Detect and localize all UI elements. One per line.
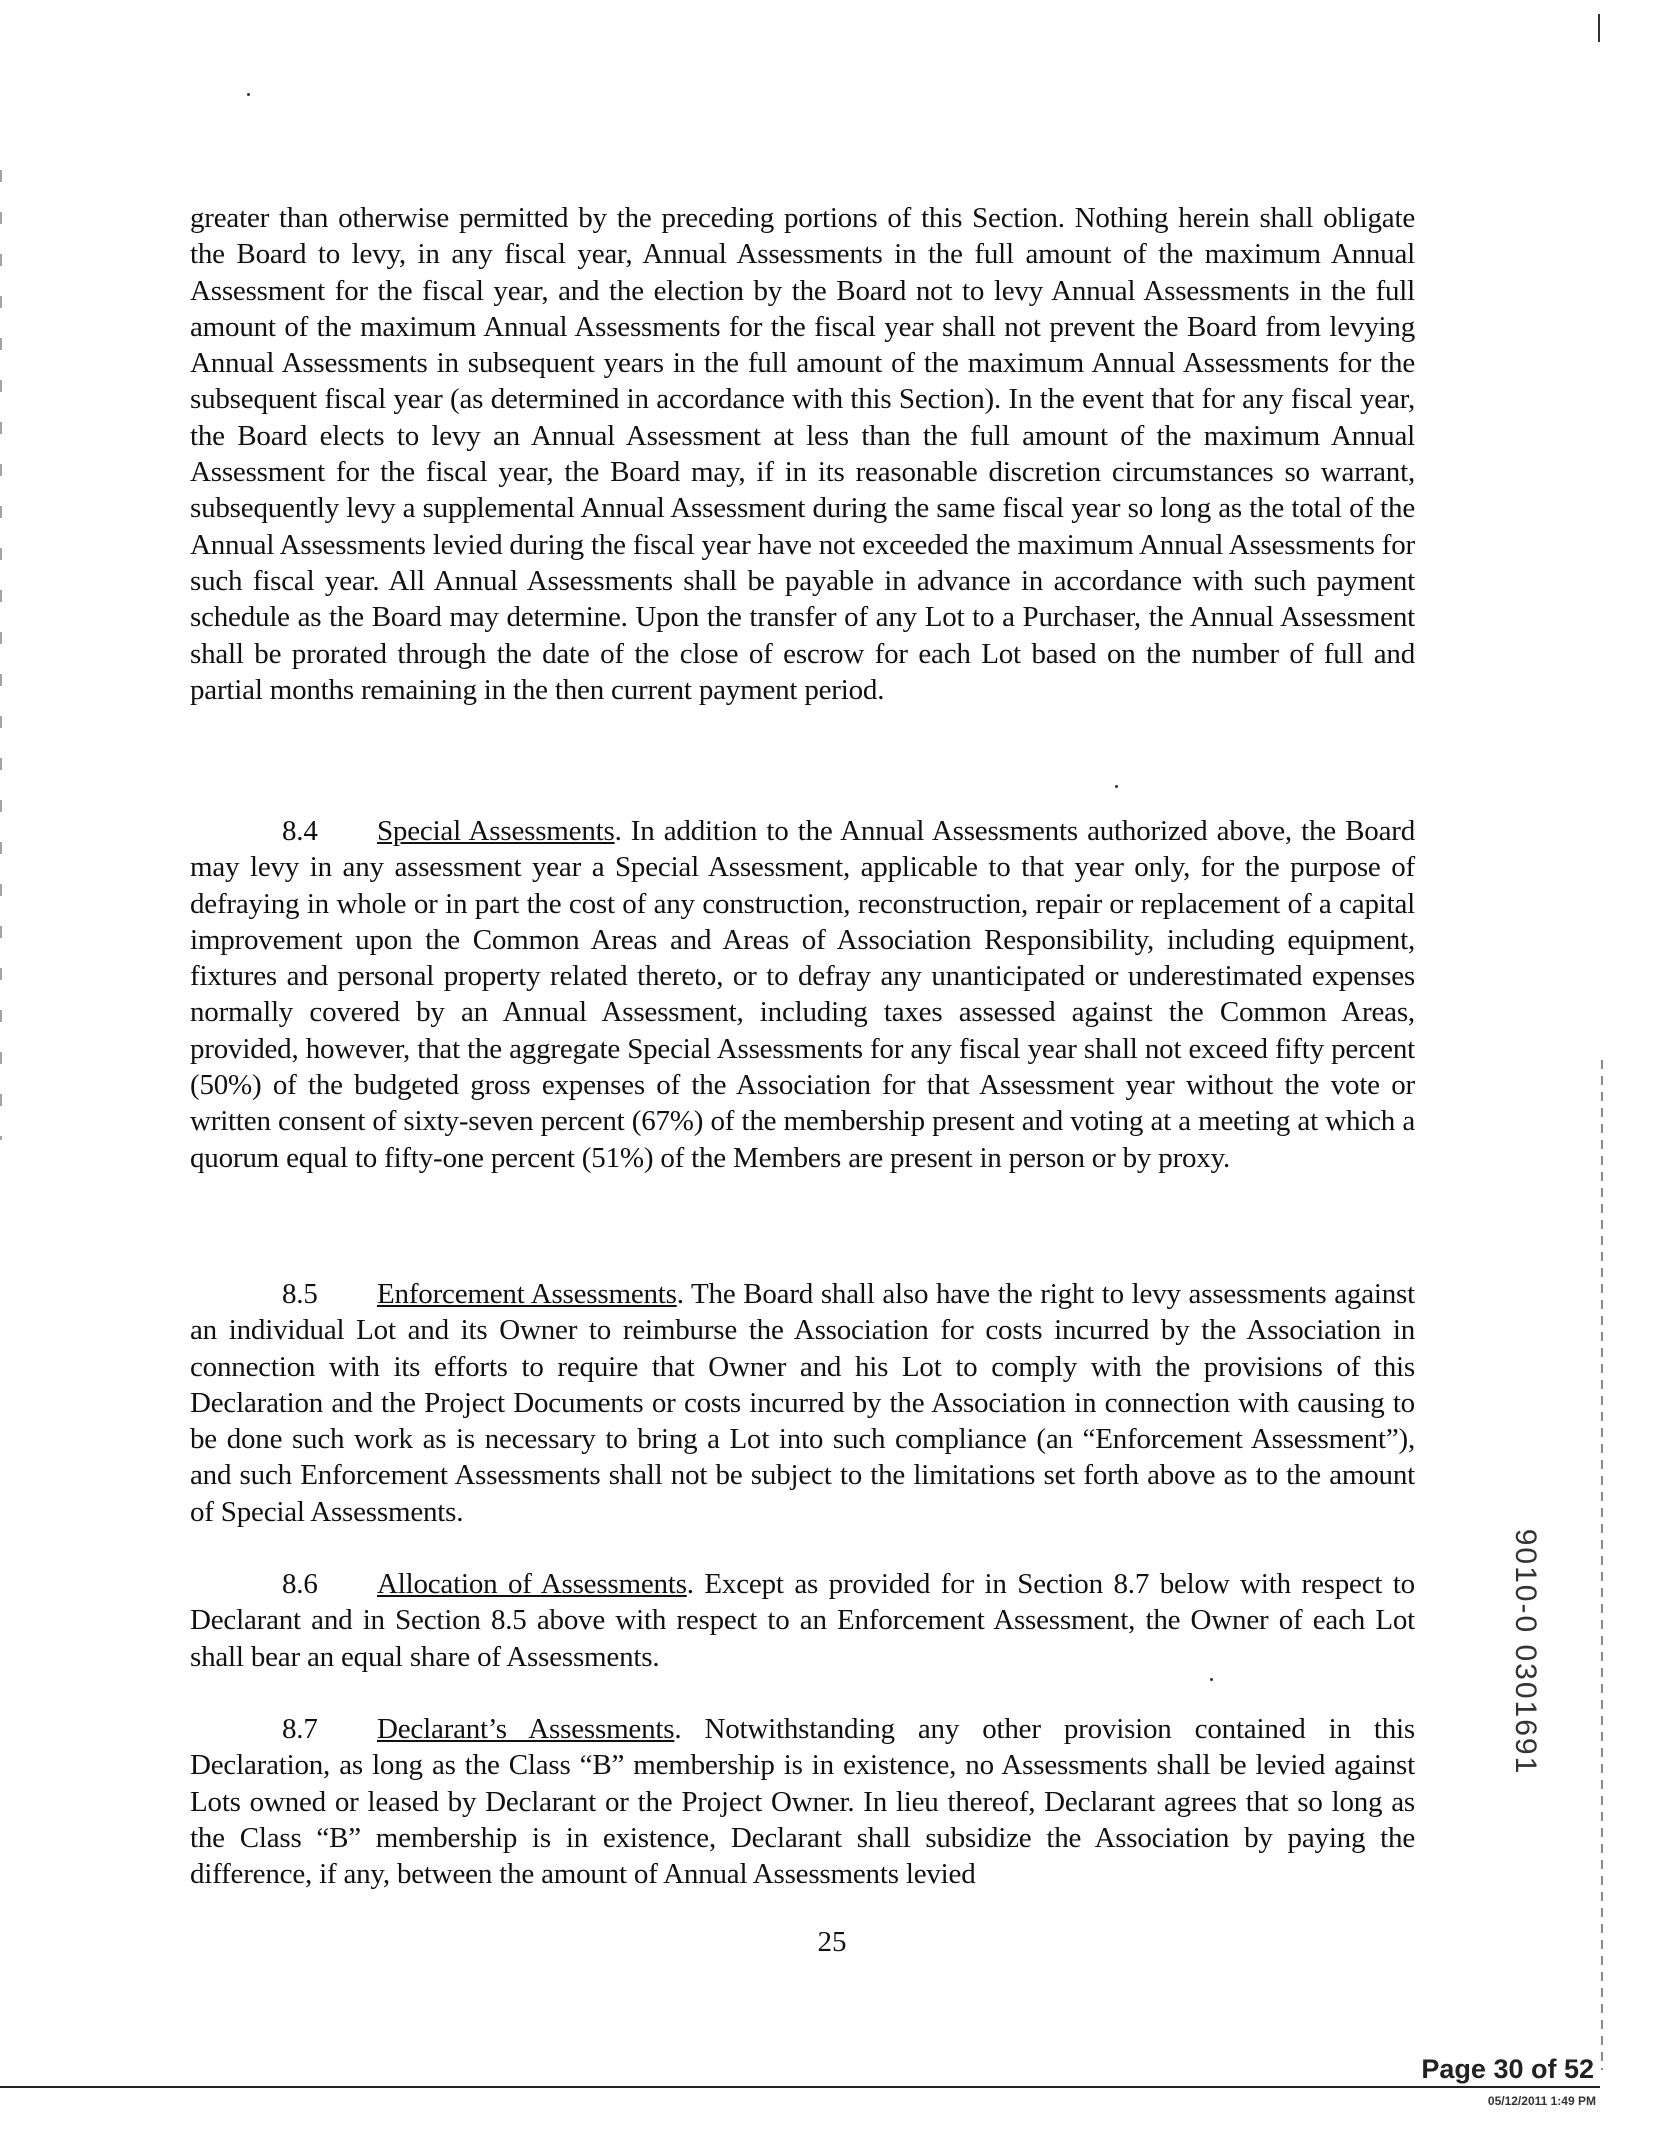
section-paragraph [190, 813, 1415, 1176]
section-8-4 [190, 813, 1415, 1176]
scan-dot [1115, 785, 1118, 788]
section-number: 8.5 [282, 1278, 318, 1310]
section-heading: Declarant’s Assessments [377, 1713, 675, 1745]
section-heading: Special Assessments [377, 815, 615, 847]
page-number: 25 [817, 1926, 847, 1958]
section-number: 8.7 [282, 1713, 318, 1745]
section-paragraph [190, 1566, 1415, 1675]
section-number: 8.6 [282, 1568, 318, 1600]
section-number: 8.4 [282, 815, 318, 847]
scan-artifact-mark [1598, 14, 1600, 42]
intro-paragraph: greater than otherwise permitted by the preceding portions of this Section. Nothing herein shall obligate the Board to levy, in any fiscal year, Annual Assessments in the full amount of the maximum Annual Assessment for the fiscal year, and the election by the Board not to levy Annual Assessments in the full amount of the maximum Annual Assessments for the fiscal year shall not prevent the Board from levying Annual Assessments in subsequent years in the full amount of the maximum Annual Assessments for the subsequent fiscal year (as determined in accordance with this Section). In the event that for any fiscal year, the Board elects to levy an Annual Assessment at less than the full amount of the maximum Annual Assessment for the fiscal year, the Board may, if in its reasonable discretion circumstances so warrant, subsequently levy a supplemental Annual Assessment during the same fiscal year so long as the total of the Annual Assessments levied during the fiscal year have not exceeded the maximum Annual Assessments for such fiscal year. All Annual Assessments shall be payable in advance in accordance with such payment schedule as the Board may determine. Upon the transfer of any Lot to a Purchaser, the Annual Assessment shall be prorated through the date of the close of escrow for each Lot based on the number of full and partial months remaining in the then current payment period. [190, 202, 1415, 706]
section-text: . Notwithstanding any other provision contained in this Declaration, as long as the Class “B” membership is in existence, no Assessments shall be levied against Lots owned or leased by Declarant or the Project Owner. In lieu thereof, Declarant agrees that so long as the Class “B” membership is in existence, Declarant shall subsidize the Association by paying the difference, if any, between the amount of Annual Assessments levied [190, 1713, 1415, 1891]
section-text: . The Board shall also have the right to levy assessments against an individual Lot and its Owner to reimburse the Association for costs incurred by the Association in connection with its efforts to require that Owner and his Lot to comply with the provisions of this Declaration and the Project Documents or costs incurred by the Association in connection with causing to be done such work as is necessary to bring a Lot into such compliance (an “Enforcement Assessment”), and such Enforcement Assessments shall not be subject to the limitations set forth above as to the amount of Special Assessments. [190, 1278, 1415, 1528]
bottom-rule [0, 2086, 1600, 2088]
section-heading: Enforcement Assessments [377, 1278, 677, 1310]
section-text: . Except as provided for in Section 8.7 below with respect to Declarant and in Section 8.5 above with respect to an Enforcement Assessment, the Owner of each Lot shall bear an equal share of Assessments. [190, 1568, 1415, 1673]
scan-right-edge-marks [1601, 1060, 1603, 2070]
section-8-5 [190, 1276, 1415, 1530]
section-heading: Allocation of Assessments [377, 1568, 687, 1600]
section-8-7 [190, 1711, 1415, 1892]
scan-dot [247, 93, 250, 96]
recording-datetime: 05/12/2011 1:49 PM [1487, 2094, 1596, 2108]
intro-paragraph-block [190, 200, 1415, 708]
scan-left-edge-marks [0, 170, 2, 1140]
section-8-6 [190, 1566, 1415, 1675]
page-count-stamp: Page 30 of 52 [1421, 2054, 1594, 2084]
section-paragraph [190, 1711, 1415, 1892]
side-recording-stamp [1505, 1530, 1545, 1780]
scan-dot [1210, 1678, 1213, 1681]
side-stamp-code: 9010-0 0301691 [1509, 1528, 1542, 1776]
section-paragraph [190, 1276, 1415, 1530]
section-text: . In addition to the Annual Assessments authorized above, the Board may levy in any assessment year a Special Assessment, applicable to that year only, for the purpose of defraying in whole or in part the cost of any construction, reconstruction, repair or replacement of a capital improvement upon the Common Areas and Areas of Association Responsibility, including equipment, fixtures and personal property related thereto, or to defray any unanticipated or underestimated expenses normally covered by an Annual Assessment, including taxes assessed against the Common Areas, provided, however, that the aggregate Special Assessments for any fiscal year shall not exceed fifty percent (50%) of the budgeted gross expenses of the Association for that Assessment year without the vote or written consent of sixty-seven percent (67%) of the membership present and voting at a meeting at which a quorum equal to fifty-one percent (51%) of the Members are present in person or by proxy. [190, 815, 1416, 1174]
